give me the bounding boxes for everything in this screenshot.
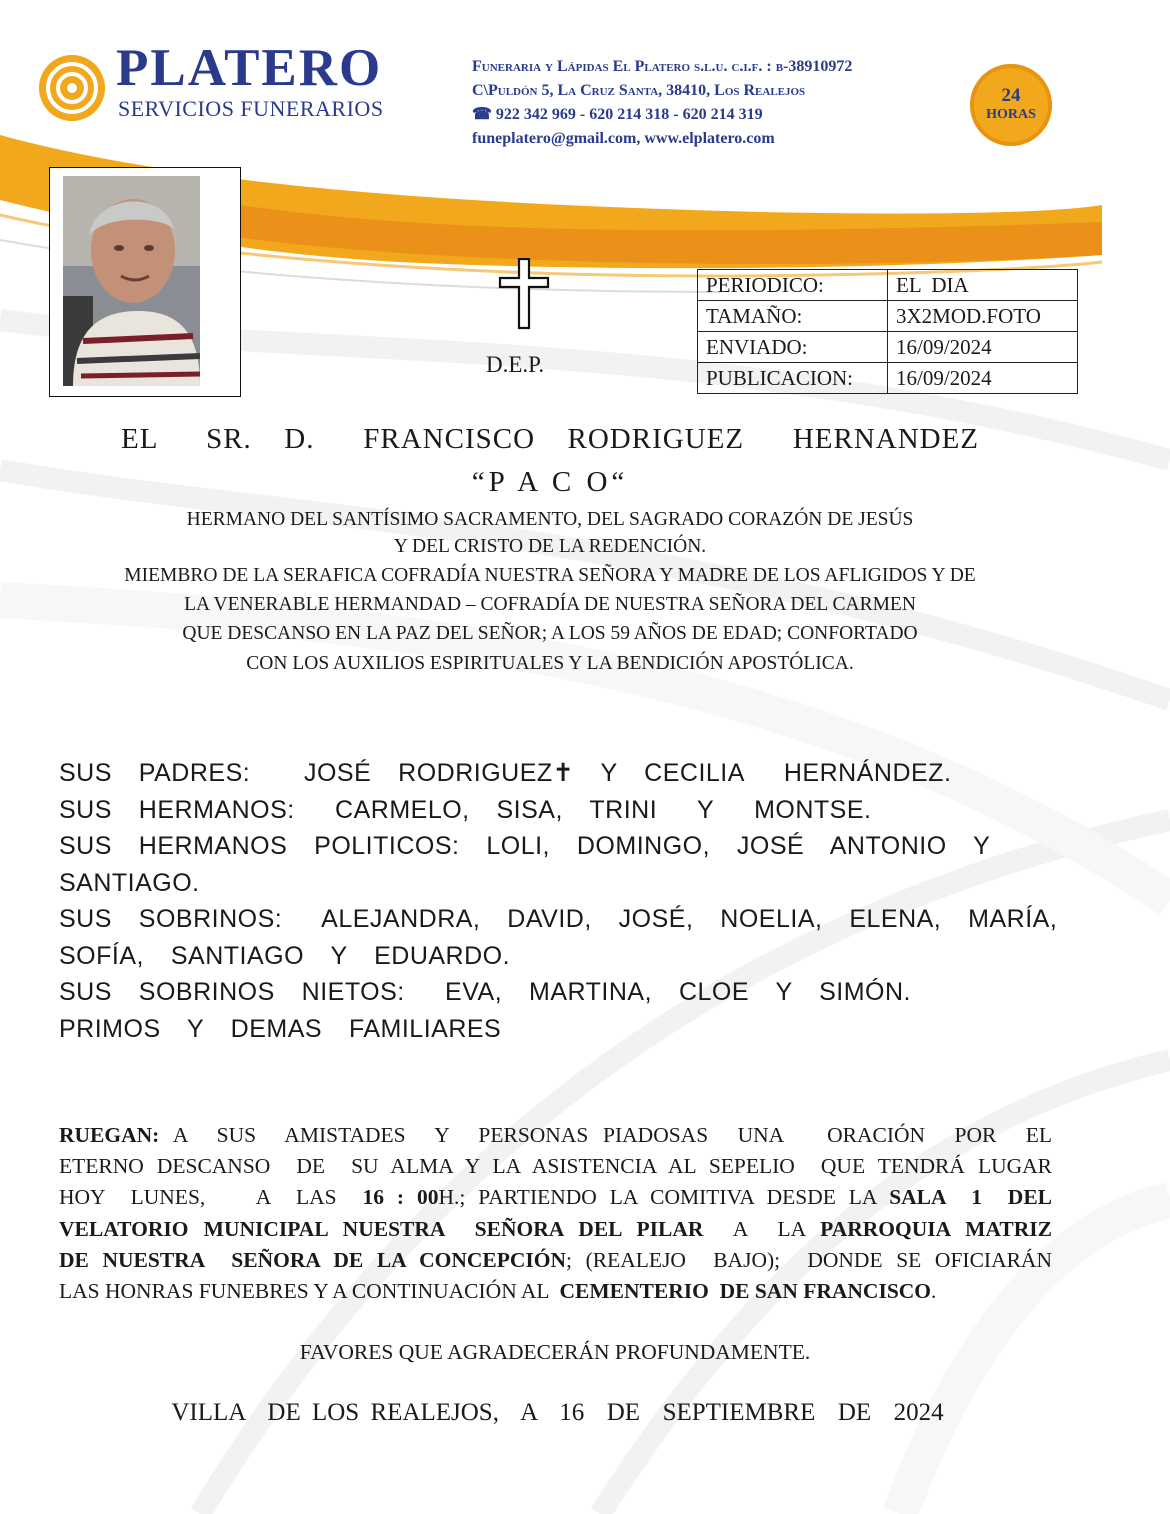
- table-row: [698, 332, 1078, 363]
- paragraph-line: [59, 1182, 1052, 1213]
- family-line: SUS SOBRINOS: ALEJANDRA, DAVID, JOSÉ, NOELIA, ELENA, MARÍA,: [59, 905, 1058, 933]
- venue-room: SALA 1 DEL: [889, 1185, 1052, 1210]
- description-line: MIEMBRO DE LA SERAFICA COFRADÍA NUESTRA SEÑORA Y MADRE DE LOS AFLIGIDOS Y DE: [124, 565, 976, 586]
- logo-subtitle: SERVICIOS FUNERARIOS: [118, 96, 384, 121]
- church-name: PARROQUIA MATRIZ: [820, 1216, 1052, 1241]
- paragraph-line: ETERNO DESCANSO DE SU ALMA Y LA ASISTENCIA AL SEPELIO QUE TENDRÁ LUGAR: [59, 1154, 1052, 1179]
- ruegan-text: A LA: [703, 1216, 821, 1241]
- paragraph-line: [59, 1214, 1052, 1245]
- family-line: SANTIAGO.: [59, 868, 200, 897]
- table-cell-value: 16/09/2024: [888, 332, 1078, 363]
- deceased-name: EL SR. D. FRANCISCO RODRIGUEZ HERNANDEZ: [120, 423, 980, 455]
- table-cell-label: ENVIADO:: [698, 332, 888, 363]
- venue-name: VELATORIO MUNICIPAL NUESTRA SEÑORA DEL PILAR: [59, 1216, 704, 1241]
- table-cell-value: EL DIA: [888, 270, 1078, 301]
- table-row: [698, 363, 1078, 394]
- company-web-line: funeplatero@gmail.com, www.elplatero.com: [472, 130, 775, 147]
- thanks-line: FAVORES QUE AGRADECERÁN PROFUNDAMENTE.: [299, 1340, 811, 1364]
- description-line: LA VENERABLE HERMANDAD – COFRADÍA DE NUESTRA SEÑORA DEL CARMEN: [184, 594, 916, 615]
- table-row: [698, 301, 1078, 332]
- deceased-nickname: “P A C O“: [471, 466, 629, 498]
- table-cell-value: 16/09/2024: [888, 363, 1078, 394]
- funeral-details-paragraph: [59, 1120, 1052, 1307]
- family-line: SUS HERMANOS: CARMELO, SISA, TRINI Y MONTSE.: [59, 795, 872, 824]
- ruegan-text: A SUS AMISTADES Y PERSONAS PIADOSAS UNA ORACIÓN POR EL: [159, 1123, 1052, 1147]
- company-name-line: Funeraria y Lápidas El Platero s.l.u. c.i.f. : b-38910972: [472, 58, 853, 75]
- table-row: [698, 270, 1078, 301]
- description-line: HERMANO DEL SANTÍSIMO SACRAMENTO, DEL SAGRADO CORAZÓN DE JESÚS: [186, 509, 914, 530]
- cross-icon: [498, 258, 550, 330]
- family-line: SUS HERMANOS POLITICOS: LOLI, DOMINGO, JOSÉ ANTONIO Y: [59, 832, 991, 860]
- ruegan-text: HOY LUNES, A LAS: [59, 1185, 363, 1210]
- badge-label: HORAS: [986, 107, 1036, 122]
- 24-hours-badge: [970, 64, 1052, 146]
- funeral-time: 16 : 00: [362, 1185, 439, 1210]
- company-address-line: C\Puldón 5, La Cruz Santa, 38410, Los Realejos: [472, 82, 806, 99]
- table-cell-label: PERIODICO:: [698, 270, 888, 301]
- ruegan-text: LAS HONRAS FUNEBRES Y A CONTINUACIÓN AL: [59, 1279, 560, 1304]
- ruegan-label: RUEGAN:: [59, 1123, 160, 1147]
- table-cell-value: 3X2MOD.FOTO: [888, 301, 1078, 332]
- dep-label: D.E.P.: [486, 352, 545, 377]
- ruegan-text: .: [931, 1279, 937, 1304]
- family-line: PRIMOS Y DEMAS FAMILIARES: [59, 1014, 502, 1043]
- closing-place-date: VILLA DE LOS REALEJOS, A 16 DE SEPTIEMBRE DE 2024: [171, 1399, 944, 1426]
- ruegan-text: H.; PARTIENDO LA COMITIVA DESDE LA: [438, 1185, 890, 1210]
- church-name-cont: DE NUESTRA SEÑORA DE LA CONCEPCIÓN: [59, 1247, 567, 1272]
- paragraph-line: [59, 1245, 1052, 1276]
- description-line: QUE DESCANSO EN LA PAZ DEL SEÑOR; A LOS 59 AÑOS DE EDAD; CONFORTADO: [182, 623, 918, 644]
- family-line: SUS SOBRINOS NIETOS: EVA, MARTINA, CLOE Y SIMÓN.: [59, 978, 911, 1006]
- ruegan-text: ; (REALEJO BAJO); DONDE SE OFICIARÁN: [566, 1247, 1052, 1272]
- table-cell-label: TAMAÑO:: [698, 301, 888, 332]
- badge-number: 24: [1001, 85, 1021, 106]
- logo-spiral-icon: [38, 54, 106, 122]
- company-phone-line: ☎ 922 342 969 - 620 214 318 - 620 214 319: [472, 106, 763, 123]
- family-line: SOFÍA, SANTIAGO Y EDUARDO.: [59, 941, 511, 970]
- cemetery-name: CEMENTERIO DE SAN FRANCISCO: [559, 1279, 932, 1304]
- family-line: SUS PADRES: JOSÉ RODRIGUEZ✝ Y CECILIA HERNÁNDEZ.: [59, 759, 952, 787]
- company-info: [472, 55, 852, 151]
- family-list: [59, 755, 1057, 1047]
- description-line: Y DEL CRISTO DE LA REDENCIÓN.: [393, 536, 707, 557]
- paragraph-line: [59, 1120, 1052, 1151]
- table-cell-label: PUBLICACION:: [698, 363, 888, 394]
- logo-wordmark: PLATERO: [116, 39, 383, 97]
- description-line: CON LOS AUXILIOS ESPIRITUALES Y LA BENDICIÓN APOSTÓLICA.: [246, 653, 854, 674]
- deceased-photo: [63, 176, 200, 386]
- paragraph-line: [59, 1276, 1052, 1307]
- publication-info-table: [697, 269, 1078, 394]
